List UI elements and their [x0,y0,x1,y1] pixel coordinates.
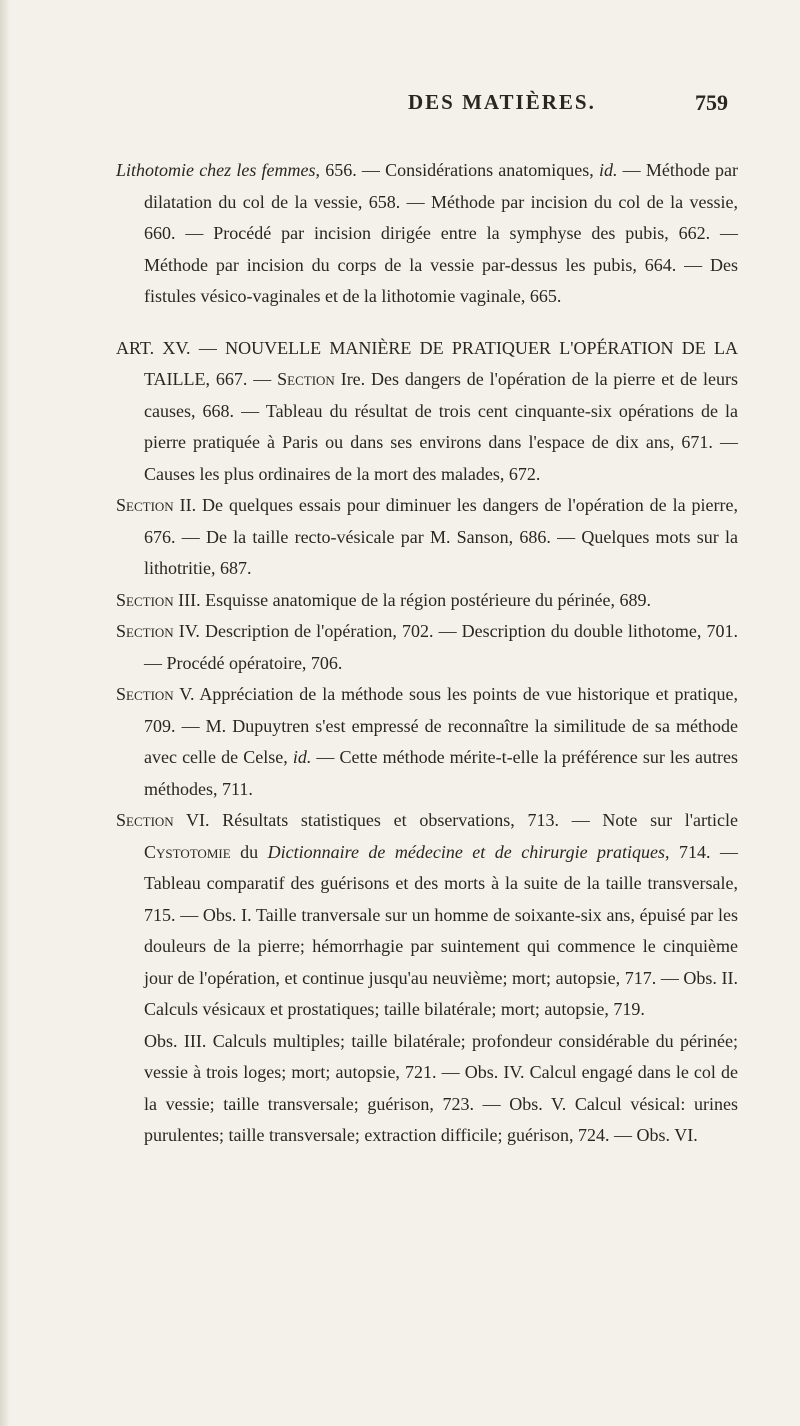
section-label: Section [277,369,335,389]
section-iii-entry [116,585,738,617]
article-heading: ART. XV. — NOUVELLE MANIÈRE DE PRATIQUER L'OPÉRATION DE LA TAILLE, 667. — [116,337,738,389]
entry-text: — Méthode par dilatation du col de la vessie, 658. — Méthode par incision du col de la vessie, 660. — Procédé par incision dirigée entre la symphyse des pubis, 662. — Méthode par incision du corps de la vessie par-dessus les pubis, 664. — Des fistules vésico-vaginales et de la lithotomie vaginale, 665. [144,160,739,306]
entry-text: du [230,841,268,862]
index-content [116,155,738,1152]
entry-text: VI. Résultats statistiques et observations, 713. — Note sur l'article [173,810,738,830]
section-label: Section [116,621,174,641]
entry-text: , 714. — Tableau comparatif des guérisons et des morts à la suite de la taille transversale, 715. — Obs. I. Taille tranversale sur un homme de soixante-six ans, épuisé par les douleurs de la pierre; hémorrhagie par suintement qui commence le cinquième jour de l'opération, et continue jusqu'au neuvième; mort; autopsie, 717. — Obs. II. Calculs vésicaux et prostatiques; taille bilatérale; mort; autopsie, 719. [144,841,738,1019]
entry-text: Des dangers de l'opération de la pierre et de leurs causes, 668. — Tableau du résultat de trois cent cinquante-six opérations de la pierre pratiquée à Paris ou dans ses environs dans l'espace de dix ans, 671. — Causes les plus ordinaires de la mort des malades, 672. [144,369,738,484]
page-edge [0,0,10,1426]
ibid-ref: id. [292,747,312,767]
section-vi-entry [116,805,738,1026]
entry-text: IV. Description de l'opération, 702. — Description du double lithotome, 701. — Procédé opératoire, 706. [144,621,738,673]
entry-text: — Cette méthode mérite-t-elle la préférence sur les autres méthodes, 711. [144,747,738,799]
entry-text: , 656. — Considérations anatomiques, [315,160,599,180]
running-head: DES MATIÈRES. [408,90,596,114]
section-label: Section [116,810,174,830]
cystotomie-term: Cystotomie [144,841,231,862]
entry-title: Lithotomie chez les femmes [116,160,316,180]
obs-iii-entry [116,1026,738,1152]
ibid-ref: id. [598,160,618,180]
section-label: Section [116,495,174,515]
entry-text: Obs. III. Calculs multiples; taille bilatérale; profondeur considérable du périnée; vessie à trois loges; mort; autopsie, 721. — Obs. IV. Calcul engagé dans le col de la vessie; taille transversale; guérison, 723. — Obs. V. Calcul vésical: urines purulentes; taille transversale; extraction difficile; guérison, 724. — Obs. VI. [144,1030,738,1145]
page-number: 759 [695,90,728,115]
section-label: Section [116,589,174,610]
article-xv-entry [116,333,738,491]
section-number: Ire. [334,369,372,389]
section-ii-entry [116,490,738,585]
dictionary-title: Dictionnaire de médecine et de chirurgie pratiques [267,841,666,862]
entry-text: II. De quelques essais pour diminuer les dangers de l'opération de la pierre, 676. — De la taille recto-vésicale par M. Sanson, 686. — Quelques mots sur la lithotritie, 687. [144,495,738,578]
page-header [238,90,740,130]
section-label: Section [116,684,174,704]
section-v-entry [116,679,738,805]
lithotomy-women-entry [116,155,738,313]
section-iv-entry [116,616,738,679]
entry-text: III. Esquisse anatomique de la région postérieure du périnée, 689. [173,589,652,610]
entry-text: V. Appréciation de la méthode sous les points de vue historique et pratique, 709. — M. Dupuytren s'est empressé de reconnaître la similitude de sa méthode avec celle de Celse, [144,684,738,767]
